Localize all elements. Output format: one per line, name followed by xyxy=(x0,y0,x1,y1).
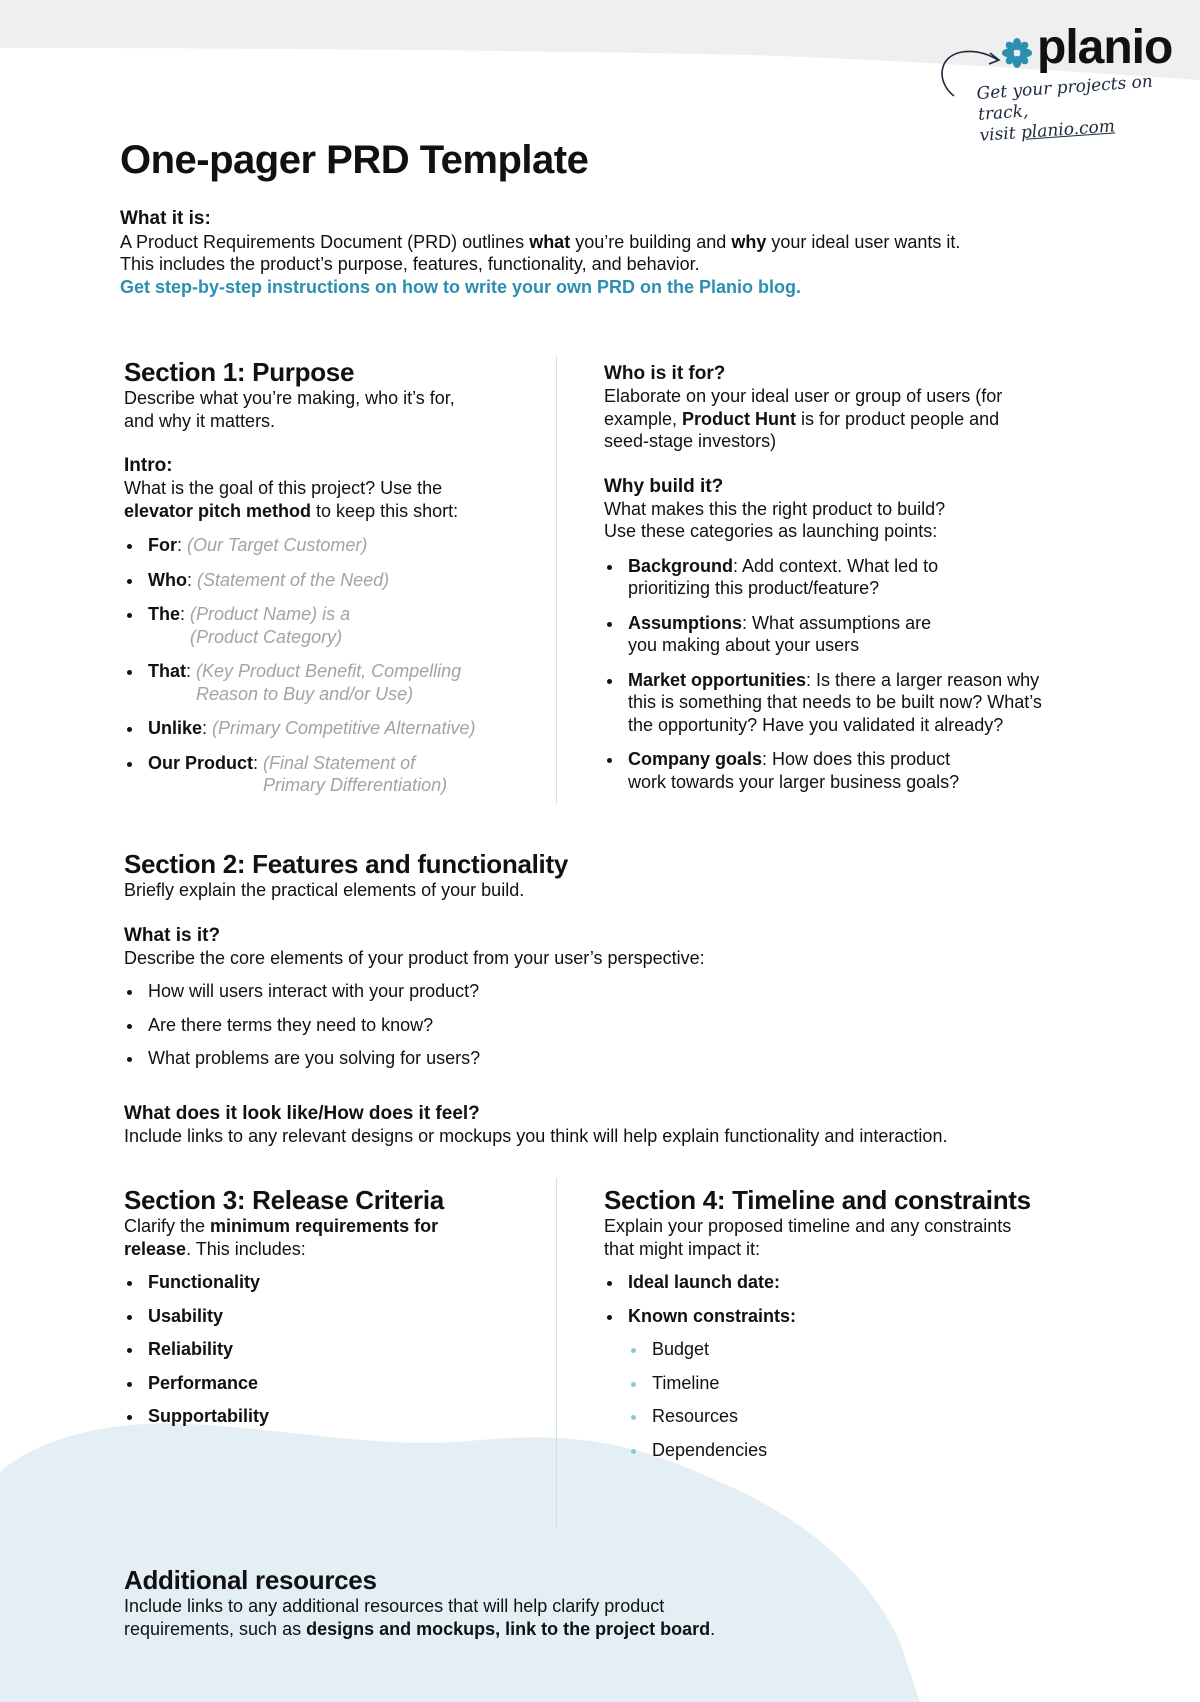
list-item: Unlike: (Primary Competitive Alternative) xyxy=(124,717,544,740)
constraints-sublist xyxy=(628,1338,1104,1461)
planio-logo[interactable]: planio xyxy=(1037,21,1173,74)
additional-resources-desc-1: Include links to any additional resources that will help clarify product xyxy=(124,1596,665,1616)
page-title: One-pager PRD Template xyxy=(120,138,589,182)
list-item: Who: (Statement of the Need) xyxy=(124,569,544,592)
section-1-heading: Section 1: Purpose xyxy=(124,357,355,387)
who-desc-1: Elaborate on your ideal user or group of users (for xyxy=(604,386,1003,406)
planio-blog-link[interactable]: Get step-by-step instructions on how to write your own PRD on the Planio blog. xyxy=(120,276,802,297)
timeline-list xyxy=(604,1271,1104,1327)
brand-block xyxy=(932,18,1182,146)
core-elements-list xyxy=(124,980,1104,1070)
list-item: For: (Our Target Customer) xyxy=(124,534,544,557)
who-subheading: Who is it for? xyxy=(604,363,726,384)
list-item: Budget xyxy=(628,1338,1104,1361)
additional-resources-desc-2: requirements, such as designs and mockups, link to the project board. xyxy=(124,1618,716,1639)
section-3-heading: Section 3: Release Criteria xyxy=(124,1185,444,1215)
section-1-desc-1: Describe what you’re making, who it’s for, xyxy=(124,388,455,408)
section-4-heading: Section 4: Timeline and constraints xyxy=(604,1185,1031,1215)
intro-line-2: This includes the product’s purpose, features, functionality, and behavior. xyxy=(120,254,700,274)
column-divider xyxy=(556,1178,557,1528)
list-item: Are there terms they need to know? xyxy=(124,1014,1104,1037)
brand-tagline xyxy=(976,69,1190,146)
additional-resources xyxy=(124,1565,1024,1640)
additional-resources-heading: Additional resources xyxy=(124,1565,377,1595)
why-desc-1: What makes this the right product to build? xyxy=(604,498,946,519)
why-subheading: Why build it? xyxy=(604,475,724,497)
why-desc-2: Use these categories as launching points: xyxy=(604,521,938,541)
section-3-desc-2: release. This includes: xyxy=(124,1238,306,1259)
section-1-right xyxy=(604,362,1104,793)
section-2-desc: Briefly explain the practical elements of your build. xyxy=(124,880,525,900)
list-item: Resources xyxy=(628,1405,1104,1428)
who-desc-2: example, Product Hunt is for product people and xyxy=(604,408,1000,429)
look-subheading: What does it look like/How does it feel? xyxy=(124,1102,480,1124)
list-item: Ideal launch date: xyxy=(604,1271,1104,1294)
section-2-features xyxy=(124,849,1104,1147)
list-item: Our Product: (Final Statement of Primary Differentiation) xyxy=(124,752,544,797)
look-desc: Include links to any relevant designs or mockups you think will help explain functionality and interaction. xyxy=(124,1125,948,1146)
elevator-pitch-list xyxy=(124,534,544,797)
list-item: Timeline xyxy=(628,1372,1104,1395)
list-item: Performance xyxy=(124,1372,544,1395)
list-item: How will users interact with your product? xyxy=(124,980,1104,1003)
who-desc-3: seed-stage investors) xyxy=(604,431,777,451)
section-1-desc-2: and why it matters. xyxy=(124,410,276,431)
list-item: Usability xyxy=(124,1305,544,1328)
categories-list xyxy=(604,555,1104,794)
list-item: Dependencies xyxy=(628,1439,1104,1462)
section-3-desc-1: Clarify the minimum requirements for xyxy=(124,1216,439,1236)
asterisk-flower-icon xyxy=(1002,38,1032,68)
intro-line-1: A Product Requirements Document (PRD) outlines what you’re building and why your ideal user wants it. xyxy=(120,231,961,252)
section-2-heading: Section 2: Features and functionality xyxy=(124,849,568,879)
list-item: Reliability xyxy=(124,1338,544,1361)
what-desc: Describe the core elements of your product from your user’s perspective: xyxy=(124,947,705,968)
section-4-timeline xyxy=(604,1185,1104,1461)
section-4-desc-1: Explain your proposed timeline and any constraints xyxy=(604,1216,1012,1236)
tagline-visit: visit xyxy=(978,123,1017,146)
list-item: The: (Product Name) is a (Product Category) xyxy=(124,603,544,648)
section-4-desc-2: that might impact it: xyxy=(604,1238,761,1259)
intro-desc-2: elevator pitch method to keep this short: xyxy=(124,500,459,521)
list-item: Company goals: How does this product work towards your larger business goals? xyxy=(604,748,1104,793)
list-item: Background: Add context. What led to prioritizing this product/feature? xyxy=(604,555,1104,600)
intro-label: What it is: xyxy=(120,208,211,229)
list-item: Market opportunities: Is there a larger reason why this is something that needs to be built now? What’s the opportunity? Have you validated it already? xyxy=(604,669,1104,737)
tagline-text: Get your projects on track, xyxy=(976,71,1154,125)
list-item: That: (Key Product Benefit, Compelling Reason to Buy and/or Use) xyxy=(124,660,544,705)
list-item: Functionality xyxy=(124,1271,544,1294)
what-subheading: What is it? xyxy=(124,924,221,946)
planio-link[interactable]: planio.com xyxy=(1020,116,1116,143)
column-divider xyxy=(556,356,557,804)
list-item: Supportability xyxy=(124,1405,544,1428)
list-item: Assumptions: What assumptions are you making about your users xyxy=(604,612,1104,657)
list-item: Known constraints: xyxy=(604,1305,1104,1328)
list-item: What problems are you solving for users? xyxy=(124,1047,1104,1070)
intro-desc-1: What is the goal of this project? Use the xyxy=(124,478,443,498)
intro-subheading: Intro: xyxy=(124,455,173,476)
section-3-release xyxy=(124,1185,544,1428)
release-criteria-list xyxy=(124,1271,544,1428)
intro-block xyxy=(120,208,1080,298)
section-1-purpose xyxy=(124,357,544,797)
